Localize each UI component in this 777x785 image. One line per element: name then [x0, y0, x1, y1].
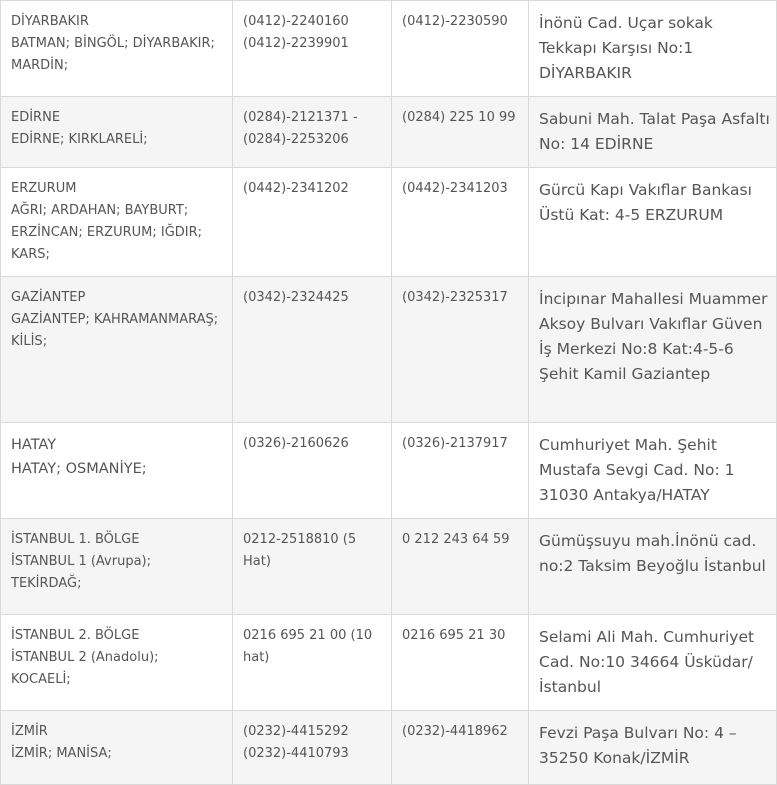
address-cell: [529, 519, 777, 615]
fax-cell: [392, 97, 529, 168]
fax-number: (0342)-2325317: [402, 290, 508, 305]
fax-cell: [392, 519, 529, 615]
address-cell: [529, 423, 777, 519]
phone-cell: [233, 97, 392, 168]
table-row: [1, 423, 777, 519]
address-text: Fevzi Paşa Bulvarı No: 4 – 35250 Konak/İZMİR: [539, 724, 737, 767]
region-name: ERZURUM: [11, 181, 77, 196]
table-row: [1, 1, 777, 97]
fax-number: (0232)-4418962: [402, 724, 508, 739]
table-row: [1, 519, 777, 615]
phone-cell: [233, 519, 392, 615]
region-provinces: KARS;: [11, 247, 50, 262]
region-cell: [1, 1, 233, 97]
address-cell: [529, 168, 777, 277]
table-row: [1, 97, 777, 168]
region-name: İSTANBUL 2. BÖLGE: [11, 628, 140, 643]
fax-number: (0326)-2137917: [402, 436, 508, 451]
address-cell: [529, 1, 777, 97]
phone-cell: [233, 168, 392, 277]
phone-cell: [233, 615, 392, 711]
phone-number: 0212-2518810 (5 Hat): [243, 532, 357, 569]
phone-number: 0216 695 21 00 (10 hat): [243, 628, 373, 665]
region-provinces: TEKİRDAĞ;: [11, 576, 82, 591]
fax-number: (0412)-2230590: [402, 14, 508, 29]
region-provinces: İSTANBUL 1 (Avrupa);: [11, 554, 151, 569]
region-provinces: İSTANBUL 2 (Anadolu);: [11, 650, 159, 665]
region-provinces: AĞRI; ARDAHAN; BAYBURT;: [11, 203, 189, 218]
region-provinces: ERZİNCAN; ERZURUM; IĞDIR;: [11, 225, 203, 240]
phone-number: (0232)-4410793: [243, 746, 349, 761]
region-provinces: KOCAELİ;: [11, 672, 71, 687]
region-provinces: MARDİN;: [11, 58, 69, 73]
table-row: [1, 168, 777, 277]
fax-number: (0284) 225 10 99: [402, 110, 516, 125]
phone-cell: [233, 1, 392, 97]
table-row: [1, 711, 777, 785]
fax-cell: [392, 277, 529, 423]
region-name: DİYARBAKIR: [11, 14, 89, 29]
region-provinces: İZMİR; MANİSA;: [11, 746, 112, 761]
region-name: GAZİANTEP: [11, 290, 86, 305]
region-name: EDİRNE: [11, 110, 61, 125]
address-cell: [529, 711, 777, 785]
address-text: İnönü Cad. Uçar sokak Tekkapı Karşısı No:1 DİYARBAKIR: [539, 14, 713, 82]
phone-cell: [233, 277, 392, 423]
region-name: HATAY: [11, 437, 57, 453]
phone-number: (0412)-2240160: [243, 14, 349, 29]
address-text: Sabuni Mah. Talat Paşa Asfaltı No: 14 EDİRNE: [539, 110, 770, 153]
region-provinces: GAZİANTEP; KAHRAMANMARAŞ;: [11, 312, 219, 327]
table-row: [1, 615, 777, 711]
region-provinces: BATMAN; BİNGÖL; DİYARBAKIR;: [11, 36, 215, 51]
fax-cell: [392, 423, 529, 519]
region-provinces: HATAY; OSMANİYE;: [11, 461, 147, 477]
region-cell: [1, 277, 233, 423]
region-cell: [1, 423, 233, 519]
phone-number: (0284)-2253206: [243, 132, 349, 147]
region-cell: [1, 615, 233, 711]
address-cell: [529, 615, 777, 711]
region-provinces: KİLİS;: [11, 334, 48, 349]
table-row: [1, 277, 777, 423]
phone-cell: [233, 423, 392, 519]
address-text: Cumhuriyet Mah. Şehit Mustafa Sevgi Cad. No: 1 31030 Antakya/HATAY: [539, 436, 735, 504]
phone-number: (0442)-2341202: [243, 181, 349, 196]
region-provinces: EDİRNE; KIRKLARELİ;: [11, 132, 148, 147]
address-text: İncipınar Mahallesi Muammer Aksoy Bulvarı Vakıflar Güven İş Merkezi No:8 Kat:4-5-6 Şehit Kamil Gaziantep: [539, 290, 768, 383]
phone-cell: [233, 711, 392, 785]
fax-cell: [392, 168, 529, 277]
address-text: Gümüşsuyu mah.İnönü cad. no:2 Taksim Beyoğlu İstanbul: [539, 532, 766, 575]
region-cell: [1, 711, 233, 785]
address-cell: [529, 277, 777, 423]
region-name: İSTANBUL 1. BÖLGE: [11, 532, 140, 547]
address-text: Gürcü Kapı Vakıflar Bankası Üstü Kat: 4-5 ERZURUM: [539, 181, 752, 224]
fax-number: 0 212 243 64 59: [402, 532, 510, 547]
fax-cell: [392, 1, 529, 97]
address-cell: [529, 97, 777, 168]
region-name: İZMİR: [11, 724, 48, 739]
phone-number: (0326)-2160626: [243, 436, 349, 451]
phone-number: (0342)-2324425: [243, 290, 349, 305]
phone-number: (0232)-4415292: [243, 724, 349, 739]
region-cell: [1, 519, 233, 615]
region-cell: [1, 97, 233, 168]
fax-number: 0216 695 21 30: [402, 628, 506, 643]
address-text: Selami Ali Mah. Cumhuriyet Cad. No:10 34664 Üsküdar/ İstanbul: [539, 628, 755, 696]
fax-cell: [392, 615, 529, 711]
region-cell: [1, 168, 233, 277]
fax-number: (0442)-2341203: [402, 181, 508, 196]
phone-number: (0412)-2239901: [243, 36, 349, 51]
phone-number: (0284)-2121371 -: [243, 110, 358, 125]
fax-cell: [392, 711, 529, 785]
